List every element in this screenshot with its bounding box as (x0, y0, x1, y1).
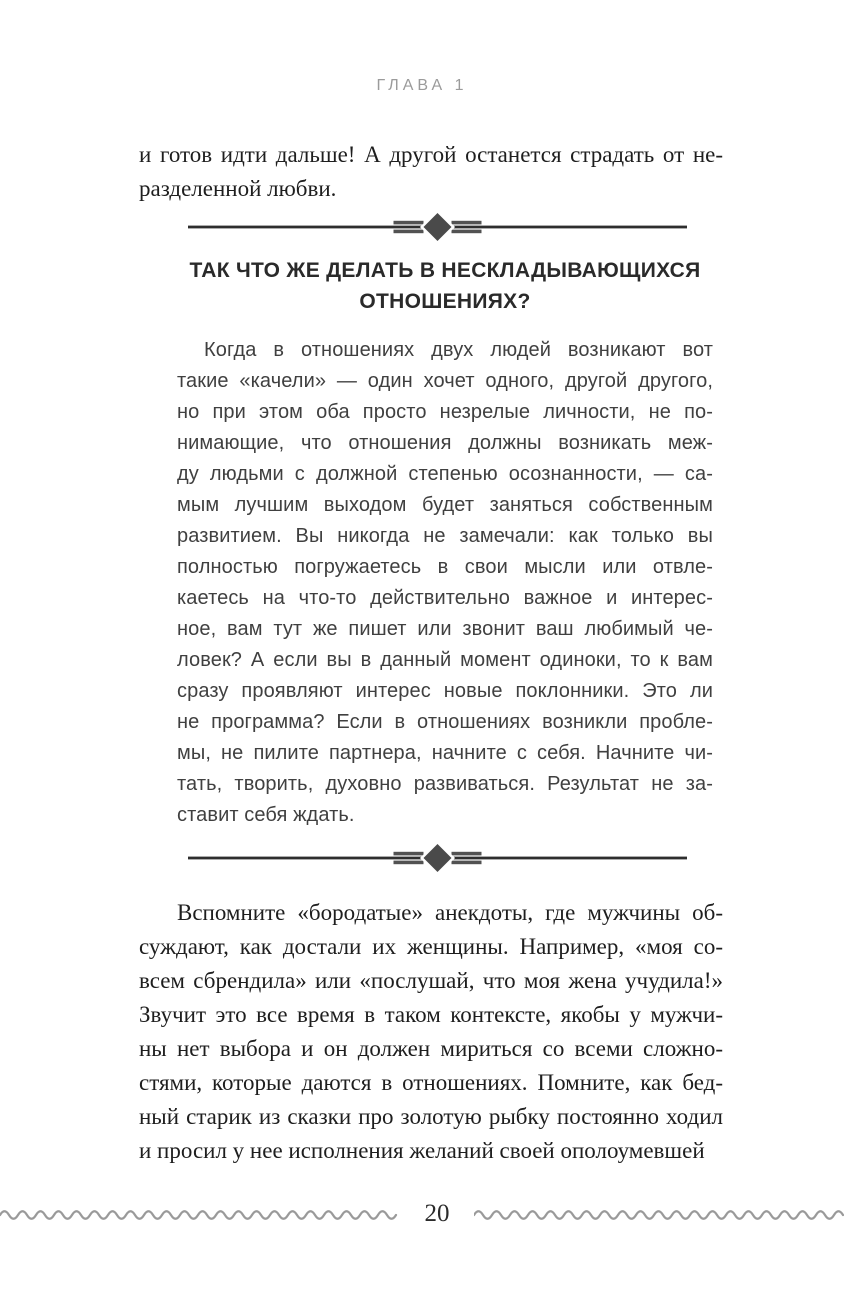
text-line: Звучит это все время в таком контексте, якобы у мужчи- (139, 1002, 723, 1027)
divider-ornament-icon (188, 213, 687, 241)
text-line: полностью погружаетесь в свои мысли или отвле- (177, 556, 713, 578)
callout-heading (177, 255, 713, 317)
text-line: ловек? А если вы в данный момент одиноки, то к вам (177, 649, 713, 671)
text-line: ное, вам тут же пишет или звонит ваш любимый че- (177, 618, 713, 640)
text-line: Вспомните «бородатые» анекдоты, где мужчины об- (177, 900, 723, 925)
text-line: мым лучшим выходом будет заняться собственным (177, 494, 713, 516)
intro-paragraph (139, 138, 723, 206)
text-line: разделенной любви. (139, 176, 337, 201)
text-line: не программа? Если в отношениях возникли пробле- (177, 711, 713, 733)
text-line: сразу проявляют интерес новые поклонники. Это ли (177, 680, 713, 702)
wave-right-icon (474, 1206, 844, 1222)
text-line: ный старик из сказки про золотую рыбку постоянно ходил (139, 1104, 723, 1129)
text-line: всем сбрендила» или «послушай, что моя жена учудила!» (139, 968, 723, 993)
section-divider (188, 842, 687, 874)
text-line: нимающие, что отношения должны возникать меж- (177, 432, 713, 454)
wave-left-icon (0, 1206, 400, 1222)
text-line: такие «качели» — один хочет одного, другой другого, (177, 370, 713, 392)
text-line: ТАК ЧТО ЖЕ ДЕЛАТЬ В НЕСКЛАДЫВАЮЩИХСЯ (189, 259, 701, 282)
text-line: суждают, как достали их женщины. Например, «моя со- (139, 934, 723, 959)
text-line: развитием. Вы никогда не замечали: как только вы (177, 525, 713, 547)
diamond-icon (424, 844, 452, 872)
text-line: ду людьми с должной степенью осознанности, — са- (177, 463, 713, 485)
callout-block (177, 255, 713, 831)
text-line: ны нет выбора и он должен мириться со всеми сложно- (139, 1036, 723, 1061)
text-line: Когда в отношениях двух людей возникают вот (204, 339, 713, 361)
section-divider (188, 211, 687, 243)
text-line: мы, не пилите партнера, начните с себя. Начните чи- (177, 742, 713, 764)
text-line: ОТНОШЕНИЯХ? (359, 290, 531, 313)
text-line: ставит себя ждать. (177, 804, 355, 826)
text-line: и готов идти дальше! А другой останется страдать от не- (139, 142, 723, 167)
text-line: стями, которые даются в отношениях. Помните, как бед- (139, 1070, 723, 1095)
page-content (139, 138, 723, 1168)
text-line: каетесь на что-то действительно важное и интерес- (177, 587, 713, 609)
text-line: но при этом оба просто незрелые личности, не по- (177, 401, 713, 423)
page-footer (0, 1198, 844, 1230)
page-number: 20 (424, 1200, 450, 1227)
callout-body (177, 335, 713, 831)
divider-ornament-icon (188, 844, 687, 872)
diamond-icon (424, 213, 452, 241)
text-line: тать, творить, духовно развиваться. Результат не за- (177, 773, 713, 795)
chapter-running-head: ГЛАВА 1 (376, 77, 468, 94)
text-line: и просил у нее исполнения желаний своей ополоумевшей (139, 1138, 705, 1163)
closing-paragraph (139, 896, 723, 1168)
